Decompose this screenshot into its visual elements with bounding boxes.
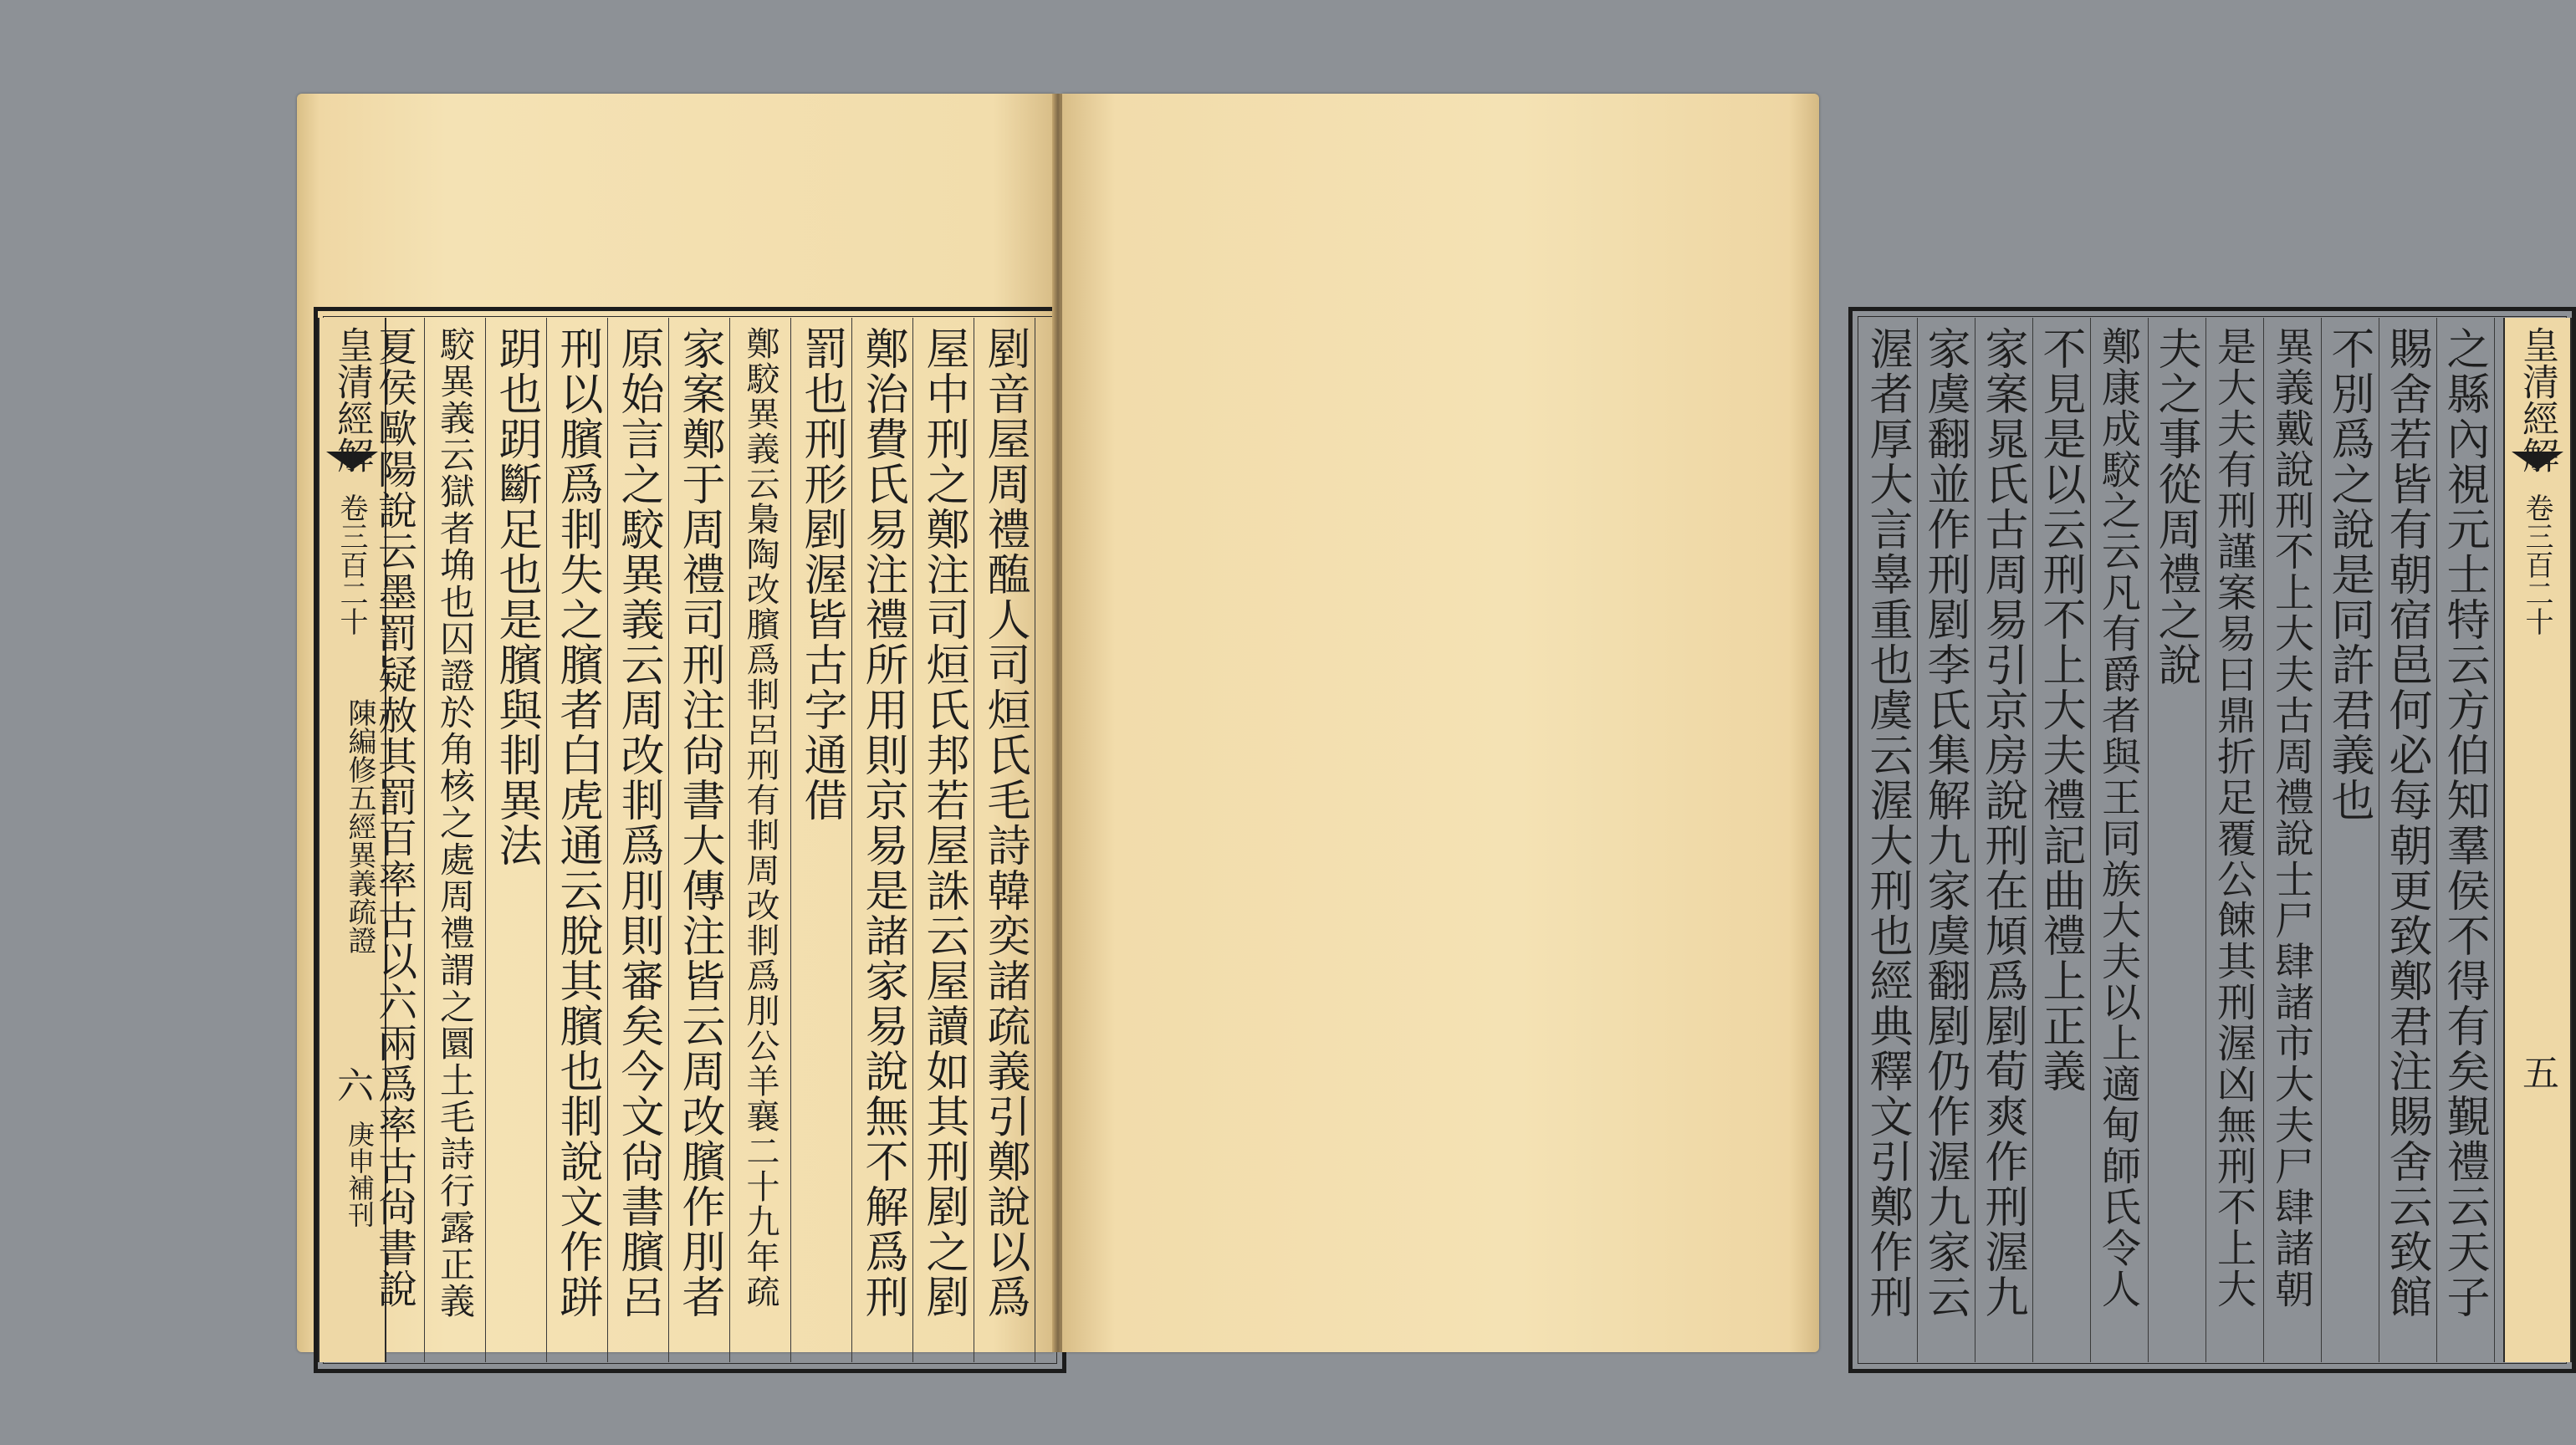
right-text-column: 不見是以云刑不上大夫禮記曲禮上正義 <box>2035 326 2085 1094</box>
column-rule <box>851 318 852 1362</box>
open-book <box>297 94 2558 1352</box>
right-heart-leaf: 五 <box>2516 1054 2558 1090</box>
left-text-column: 駮異義云獄者埆也囚證於角核之處周禮謂之圜土毛詩行露正義 <box>435 326 476 1320</box>
left-text-column: 原始言之駮異義云周改剕爲刖則審矣今文尙書臏呂 <box>613 326 663 1320</box>
left-text-column: 家案鄭于周禮司刑注尙書大傳注皆云周改臏作刖者 <box>674 326 724 1320</box>
right-heart-volume: 卷三百二十 <box>2520 493 2553 636</box>
left-text-column: 鄭駮異義云梟陶改臏爲剕呂刑有剕周改剕爲刖公羊襄二十九年疏 <box>741 326 779 1310</box>
column-rule <box>2032 318 2033 1362</box>
left-heart-leaf: 六 <box>330 1066 373 1103</box>
right-text-column: 夫之事從周禮之說 <box>2150 326 2200 687</box>
right-text-column: 之縣內視元士特云方伯知羣侯不得有矣覲禮云天子 <box>2439 326 2489 1320</box>
left-heart-note: 庚申補刊 <box>344 1121 376 1228</box>
left-heart-title: 皇清經解 <box>330 326 373 473</box>
column-rule <box>2321 318 2322 1362</box>
left-page <box>297 94 1054 1352</box>
column-rule <box>912 318 913 1362</box>
column-rule <box>729 318 730 1362</box>
left-heart-subtitle: 陳編修五經異義疏證 <box>343 698 376 954</box>
column-rule <box>2148 318 2149 1362</box>
right-text-frame <box>1848 307 2576 1373</box>
right-text-column: 鄭康成駮之云凡有爵者與王同族大夫以上適甸師氏令人 <box>2095 326 2141 1310</box>
left-text-frame <box>314 307 1066 1373</box>
right-text-column: 賜舍若皆有朝宿邑何必每朝更致鄭君注賜舍云致館 <box>2381 326 2431 1320</box>
column-rule <box>2494 318 2495 1362</box>
left-text-column: 夏侯歐陽說云墨罰疑赦其罰百率古以六兩爲率古尙書說 <box>371 326 417 1310</box>
right-text-column: 不別爲之說是同許君義也 <box>2323 326 2374 823</box>
column-rule <box>668 318 669 1362</box>
right-page <box>1062 94 2558 1352</box>
left-text-column: 剭音屋周禮醢人司烜氏毛詩韓奕諸疏義引鄭說以爲 <box>979 326 1030 1320</box>
column-rule <box>424 318 425 1362</box>
column-rule <box>790 318 791 1362</box>
column-rule <box>607 318 608 1362</box>
left-text-column: 跀也跀斷足也是臏與剕異法 <box>491 326 541 868</box>
right-text-column: 家虞翻並作刑剭李氏集解九家虞翻剭仍作渥九家云 <box>1919 326 1970 1320</box>
right-text-column: 是大夫有刑謹案易曰鼎折足覆公餗其刑渥凶無刑不上大 <box>2211 326 2257 1310</box>
left-text-column: 鄭治費氏易注禮所用則京易是諸家易說無不解爲刑 <box>857 326 907 1320</box>
column-rule <box>2263 318 2264 1362</box>
right-text-column: 家案晁氏古周易引京房說刑在頄爲剭荀爽作刑渥九 <box>1977 326 2027 1320</box>
column-rule <box>546 318 547 1362</box>
left-text-column: 罰也刑形剭渥皆古字通借 <box>796 326 846 823</box>
left-text-column: 刑以臏爲剕失之臏者白虎通云脫其臏也剕說文作跰 <box>552 326 602 1320</box>
right-heart-title: 皇清經解 <box>2516 326 2558 473</box>
column-rule <box>2090 318 2091 1362</box>
right-text-column: 渥者厚大言辠重也虞云渥大刑也經典釋文引鄭作刑 <box>1862 326 1912 1320</box>
column-rule <box>2436 318 2437 1362</box>
column-rule <box>1917 318 1918 1362</box>
column-rule <box>485 318 486 1362</box>
left-heart-volume: 卷三百二十 <box>335 493 368 636</box>
right-page-heart <box>2503 318 2572 1362</box>
right-text-column: 異義戴說刑不上大夫古周禮說士尸肆諸市大夫尸肆諸朝 <box>2268 326 2314 1310</box>
column-rule <box>2205 318 2206 1362</box>
left-text-column: 屋中刑之鄭注司烜氏邦若屋誅云屋讀如其刑剭之剭 <box>918 326 969 1320</box>
